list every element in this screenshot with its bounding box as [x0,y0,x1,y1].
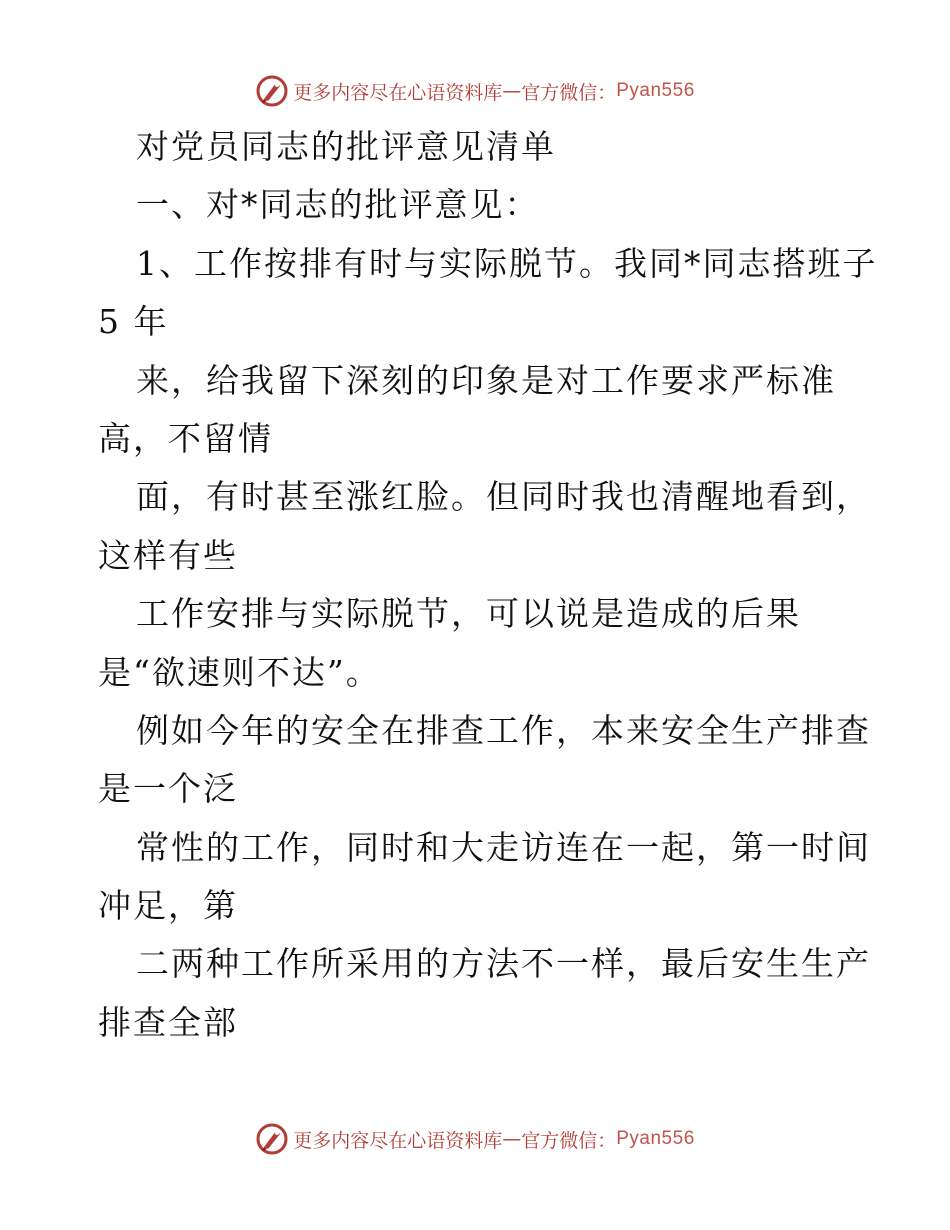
document-body [98,118,878,1052]
paragraph-line: 是一个泛 [98,769,238,809]
paragraph-line: 1、工作按排有时与实际脱节。我同*同志搭班子 [136,243,878,283]
paragraph-line: 来，给我留下深刻的印象是对工作要求严标准 [136,360,836,400]
banner-wechat-label: 官方微信： [521,1129,617,1152]
paragraph-line: 冲足，第 [98,886,238,926]
banner-account: Pyan556 [616,80,695,101]
banner-wechat-label: 官方微信： [521,81,617,104]
paragraph-line: 排查全部 [98,1002,238,1042]
pen-circle-logo-icon [255,74,289,108]
paragraph-line: 例如今年的安全在排查工作，本来安全生产排查 [136,710,871,750]
paragraph-line: 这样有些 [98,535,238,575]
header-banner [0,71,950,111]
banner-dash: — [502,80,522,102]
paragraph-line: 5 年 [98,302,169,342]
paragraph-line: 是“欲速则不达”。 [98,652,381,692]
paragraph-line: 工作安排与实际脱节，可以说是造成的后果 [136,594,801,634]
banner-account: Pyan556 [616,1128,695,1149]
paragraph-line: 常性的工作，同时和大走访连在一起，第一时间 [136,827,871,867]
section-heading: 一、对*同志的批评意见： [136,185,540,225]
footer-banner [0,1119,950,1159]
paragraph-line: 面，有时甚至涨红脸。但同时我也清醒地看到， [136,477,871,517]
banner-dash: — [502,1128,522,1150]
paragraph-line: 高，不留情 [98,418,273,458]
pen-circle-logo-icon [255,1122,289,1156]
banner-text: 更多内容尽在心语资料库 [293,81,503,104]
paragraph-line: 二两种工作所采用的方法不一样，最后安生生产 [136,944,871,984]
banner-text: 更多内容尽在心语资料库 [293,1129,503,1152]
doc-title: 对党员同志的批评意见清单 [136,127,556,166]
